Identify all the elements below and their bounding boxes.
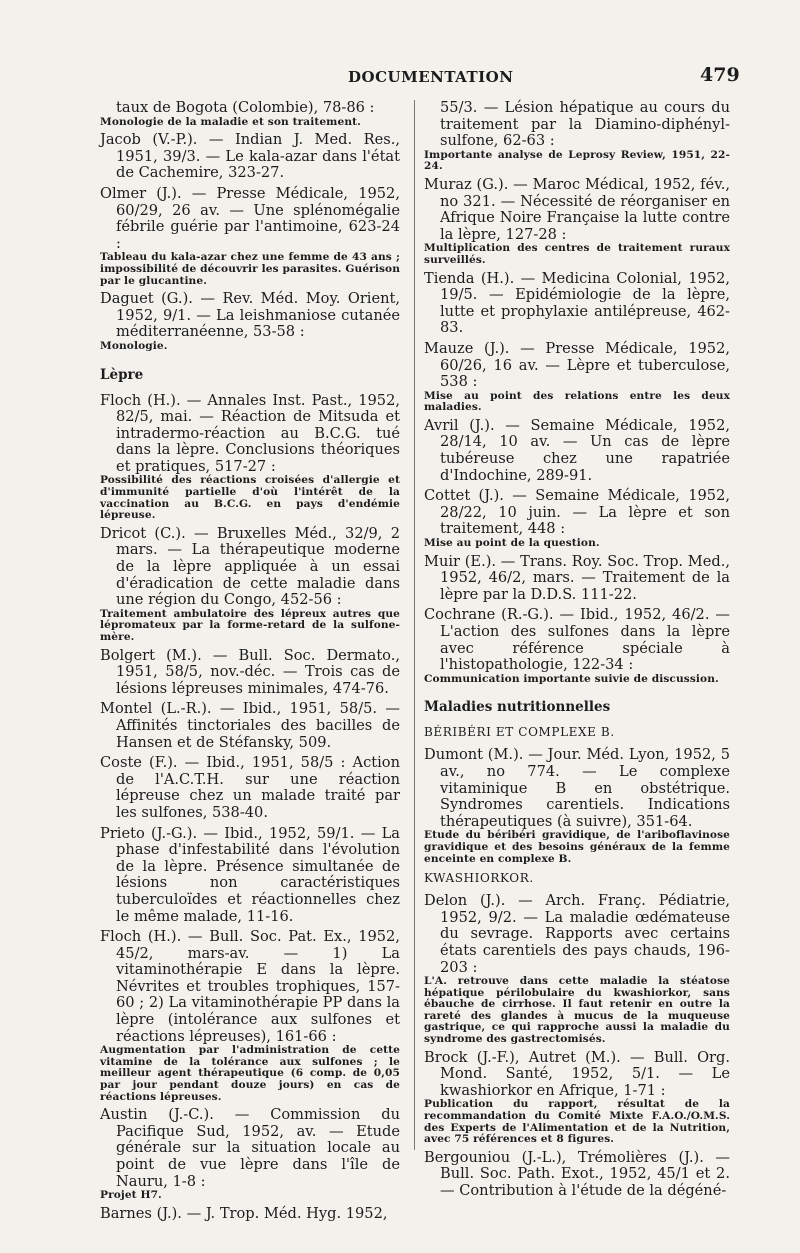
entry-citation: 55/3. — Lésion hépatique au cours du traitement par la Diamino-diphényl-sulfone, 62-63 :	[440, 99, 730, 150]
entry-annotation: Projet H7.	[100, 1189, 162, 1202]
entry-citation: Mauze (J.). — Presse Médicale, 1952, 60/26, 16 av. — Lèpre et tuberculose, 538 :	[424, 339, 730, 391]
bibliography-entry	[100, 132, 400, 182]
bibliography-entry	[424, 893, 730, 1046]
entry-annotation: Augmentation par l'administration de cette vitamine de la tolérance aux sulfones ; le meilleur agent thérapeutique (6 comp. de 0,05 par jour pendant douze jours) en cas de réactions lépreuses.	[100, 1044, 400, 1103]
entry-citation: Bergouniou (J.-L.), Trémolières (J.). — Bull. Soc. Path. Exot., 1952, 45/1 et 2. — Contribution à l'étude de la dégéné-	[424, 1148, 730, 1199]
entry-citation: Prieto (J.-G.). — Ibid., 1952, 59/1. — La phase d'infestabilité dans l'évolution de la lèpre. Présence simultanée de lésions non caractéristiques tuberculoïdes et réactionnelles chez le même malade, 11-16.	[100, 824, 400, 925]
entry-citation: Bolgert (M.). — Bull. Soc. Dermato., 1951, 58/5, nov.-déc. — Trois cas de lésions lépreuses minimales, 474-76.	[100, 646, 400, 697]
entry-annotation: Monologie.	[100, 339, 168, 352]
bibliography-entry	[424, 1150, 730, 1200]
bibliography-entry	[424, 418, 730, 484]
subsection-heading: KWASHIORKOR.	[424, 871, 534, 886]
entry-annotation: Mise au point de la question.	[424, 537, 600, 550]
entry-citation: Daguet (G.). — Rev. Méd. Moy. Orient, 1952, 9/1. — La leishmaniose cutanée méditerranéenne, 53-58 :	[100, 290, 400, 341]
entry-annotation: L'A. retrouve dans cette maladie la stéatose hépatique périlobulaire du kwashiorkor, sans ébauche de cirrhose. Il faut retenir en outre la rareté des glandes à mucus de la muqueuse gastrique, ce qui rapproche aussi la maladie du syndrome des gastrectomisés.	[424, 975, 730, 1046]
entry-annotation: Publication du rapport, résultat de la recommandation du Comité Mixte F.A.O./O.M.S. des Experts de l'Alimentation et de la Nutrition, avec 75 références et 8 figures.	[424, 1098, 730, 1146]
bibliography-entry	[100, 701, 400, 751]
bibliography-entry	[424, 488, 730, 549]
entry-citation: Muir (E.). — Trans. Roy. Soc. Trop. Med., 1952, 46/2, mars. — Traitement de la lèpre par la D.D.S. 111-22.	[424, 552, 730, 603]
bibliography-entry	[100, 186, 400, 287]
entry-citation: Tienda (H.). — Medicina Colonial, 1952, 19/5. — Epidémiologie de la lèpre, lutte et prophylaxie antilépreuse, 462-83.	[424, 269, 730, 337]
subsection-heading: BÉRIBÉRI ET COMPLEXE B.	[424, 725, 615, 740]
entry-citation: Coste (F.). — Ibid., 1951, 58/5 : Action de l'A.C.T.H. sur une réaction lépreuse chez un malade traité par les sulfones, 538-40.	[100, 754, 400, 821]
page-header	[0, 64, 800, 88]
bibliography-entry	[100, 100, 400, 128]
entry-citation: Barnes (J.). — J. Trop. Méd. Hyg. 1952,	[100, 1204, 388, 1222]
section-heading: Maladies nutritionnelles	[424, 699, 611, 716]
entry-annotation: Traitement ambulatoire des lépreux autres que lépromateux par la forme-retard de la sulfone-mère.	[100, 607, 400, 643]
entry-citation: Montel (L.-R.). — Ibid., 1951, 58/5. — Affinités tinctoriales des bacilles de Hansen et de Stéfansky, 509.	[100, 700, 400, 751]
bibliography-entry	[100, 291, 400, 352]
entry-annotation: Monologie de la maladie et son traitement.	[100, 115, 361, 128]
entry-citation: Cottet (J.). — Semaine Médicale, 1952, 28/22, 10 juin. — La lèpre et son traitement, 448 :	[424, 487, 730, 538]
entry-annotation: Possibilité des réactions croisées d'allergie et d'immunité partielle d'où l'intérêt de la vaccination au B.C.G. en pays d'endémie lépreuse.	[100, 474, 400, 522]
bibliography-entry	[424, 271, 730, 337]
entry-annotation: Importante analyse de Leprosy Review, 1951, 22-24.	[424, 148, 730, 173]
entry-citation: Austin (J.-C.). — Commission du Pacifique Sud, 1952, av. — Etude générale sur la situation locale au point de vue lèpre dans l'île de Nauru, 1-8 :	[100, 1106, 400, 1190]
bibliography-entry	[100, 1206, 400, 1223]
bibliography-entry	[424, 341, 730, 414]
bibliography-entry	[424, 1050, 730, 1146]
bibliography-entry	[424, 177, 730, 267]
running-title: DOCUMENTATION	[348, 68, 514, 86]
entry-annotation: Tableau du kala-azar chez une femme de 43 ans ; impossibilité de découvrir les parasites. Guérison par le glucantine.	[100, 251, 400, 287]
entry-citation: Floch (H.). — Annales Inst. Past., 1952, 82/5, mai. — Réaction de Mitsuda et intradermo-réaction au B.C.G. tué dans la lèpre. Conclusions théoriques et pratiques, 517-27 :	[100, 391, 400, 475]
entry-citation: Avril (J.). — Semaine Médicale, 1952, 28/14, 10 av. — Un cas de lèpre tubéreuse chez une rapatriée d'Indochine, 289-91.	[424, 416, 730, 484]
bibliography-entry	[424, 607, 730, 685]
bibliography-entry	[424, 554, 730, 604]
entry-citation: Olmer (J.). — Presse Médicale, 1952, 60/29, 26 av. — Une splénomégalie fébrile guérie par l'antimoine, 623-24 :	[100, 184, 400, 252]
entry-annotation: Mise au point des relations entre les deux maladies.	[424, 389, 730, 414]
left-column	[100, 100, 400, 1226]
entry-citation: Dricot (C.). — Bruxelles Méd., 32/9, 2 mars. — La thérapeutique moderne de la lèpre appliquée à un essai d'éradication de cette maladie dans une région du Congo, 452-56 :	[100, 524, 400, 609]
bibliography-entry	[424, 100, 730, 173]
bibliography-entry	[100, 1107, 400, 1202]
section-heading: Lèpre	[100, 366, 144, 383]
bibliography-entry	[424, 747, 730, 865]
entry-annotation: Communication importante suivie de discussion.	[424, 672, 719, 685]
bibliography-entry	[100, 826, 400, 926]
bibliography-entry	[100, 929, 400, 1103]
entry-citation: Dumont (M.). — Jour. Méd. Lyon, 1952, 5 av., no 774. — Le complexe vitaminique B en obstétrique. Syndromes carentiels. Indications thérapeutiques (à suivre), 351-64.	[424, 746, 730, 830]
entry-annotation: Multiplication des centres de traitement ruraux surveillés.	[424, 242, 730, 266]
entry-citation: taux de Bogota (Colombie), 78-86 :	[116, 99, 375, 116]
entry-citation: Muraz (G.). — Maroc Médical, 1952, fév., no 321. — Nécessité de réorganiser en Afrique Noire Française la lutte contre la lèpre, 127-28 :	[424, 175, 730, 243]
entry-annotation: Etude du béribéri gravidique, de l'ariboflavinose gravidique et des besoins généraux de la femme enceinte en complexe B.	[424, 829, 730, 865]
entry-citation: Cochrane (R.-G.). — Ibid., 1952, 46/2. — L'action des sulfones dans la lèpre avec référence spéciale à l'histopathologie, 122-34 :	[424, 606, 730, 674]
entry-citation: Delon (J.). — Arch. Franç. Pédiatrie, 1952, 9/2. — La maladie œdémateuse du sevrage. Rapports avec certains états carentiels des pays chauds, 196-203 :	[424, 892, 730, 976]
bibliography-entry	[100, 755, 400, 821]
entry-citation: Brock (J.-F.), Autret (M.). — Bull. Org. Mond. Santé, 1952, 5/1. — Le kwashiorkor en Afrique, 1-71 :	[424, 1048, 730, 1099]
column-divider	[414, 100, 415, 1150]
entry-citation: Floch (H.). — Bull. Soc. Pat. Ex., 1952, 45/2, mars-av. — 1) La vitaminothérapie E dans la lèpre. Névrites et troubles trophiques, 157-60 ; 2) La vitaminothérapie PP dans la lèpre (intolérance aux sulfones et réactions lépreuses), 161-66 :	[100, 928, 400, 1045]
bibliography-entry	[100, 393, 400, 522]
bibliography-entry	[100, 648, 400, 698]
right-column	[424, 100, 730, 1204]
entry-citation: Jacob (V.-P.). — Indian J. Med. Res., 1951, 39/3. — Le kala-azar dans l'état de Cachemire, 323-27.	[100, 131, 400, 182]
page-number: 479	[700, 64, 740, 86]
bibliography-entry	[100, 526, 400, 644]
